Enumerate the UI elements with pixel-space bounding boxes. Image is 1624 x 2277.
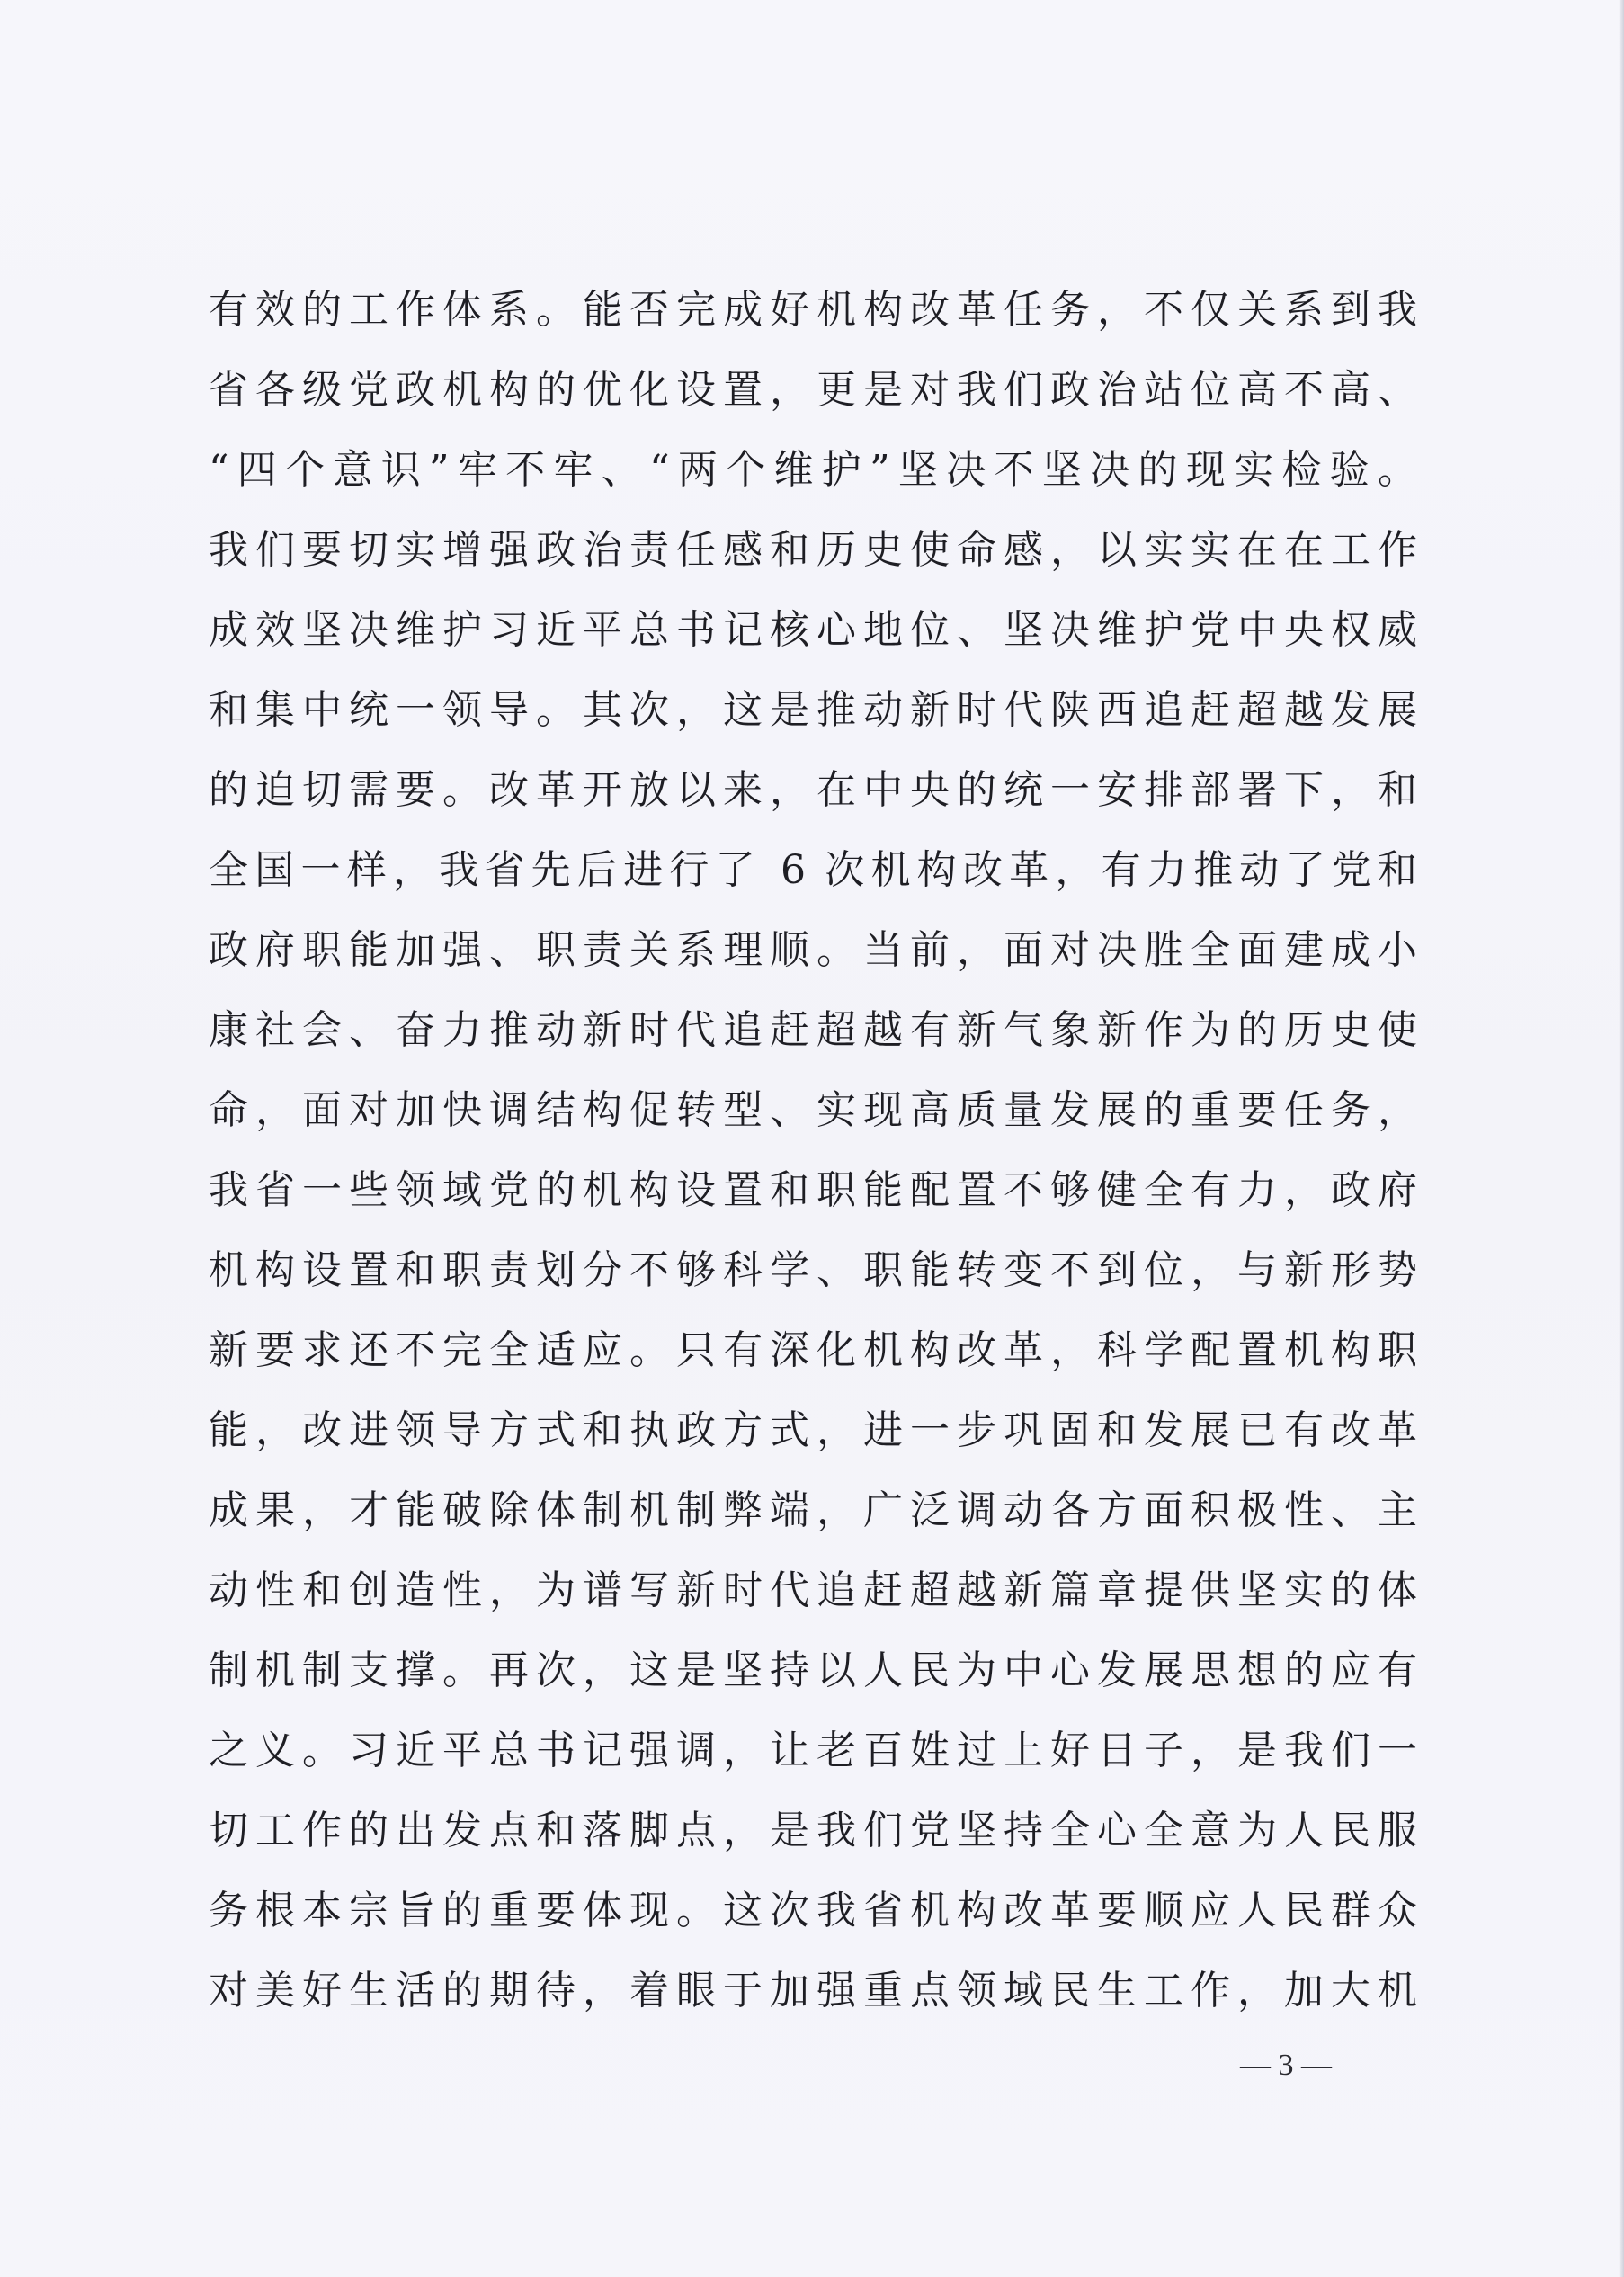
text-line: 康社会、奋力推动新时代追赶超越有新气象新作为的历史使 xyxy=(209,1007,1417,1053)
text-line: 有效的工作体系。能否完成好机构改革任务，不仅关系到我 xyxy=(209,287,1417,333)
text-line: 我们要切实增强政治责任感和历史使命感，以实实在在工作 xyxy=(209,527,1417,573)
text-line: 新要求还不完全适应。只有深化机构改革，科学配置机构职 xyxy=(209,1327,1417,1373)
text-line: 动性和创造性，为谱写新时代追赶超越新篇章提供坚实的体 xyxy=(209,1567,1417,1613)
page-number: — 3 — xyxy=(1240,2049,1332,2082)
text-line: 的迫切需要。改革开放以来，在中央的统一安排部署下，和 xyxy=(209,767,1417,813)
text-line: 政府职能加强、职责关系理顺。当前，面对决胜全面建成小 xyxy=(209,927,1417,973)
text-line: 制机制支撑。再次，这是坚持以人民为中心发展思想的应有 xyxy=(209,1647,1417,1693)
text-line: 成效坚决维护习近平总书记核心地位、坚决维护党中央权威 xyxy=(209,607,1417,653)
text-line: 省各级党政机构的优化设置，更是对我们政治站位高不高、 xyxy=(209,367,1417,413)
text-line: 全国一样，我省先后进行了 6 次机构改革，有力推动了党和 xyxy=(209,847,1417,893)
text-line: 务根本宗旨的重要体现。这次我省机构改革要顺应人民群众 xyxy=(209,1888,1417,1933)
text-line: 机构设置和职责划分不够科学、职能转变不到位，与新形势 xyxy=(209,1247,1417,1293)
page-edge-shadow xyxy=(1619,0,1624,2277)
text-line: 成果，才能破除体制机制弊端，广泛调动各方面积极性、主 xyxy=(209,1487,1417,1533)
text-line: 切工作的出发点和落脚点，是我们党坚持全心全意为人民服 xyxy=(209,1808,1417,1853)
text-line: 命，面对加快调结构促转型、实现高质量发展的重要任务， xyxy=(209,1087,1417,1133)
text-line: 和集中统一领导。其次，这是推动新时代陕西追赶超越发展 xyxy=(209,687,1417,733)
body-text xyxy=(209,270,1417,2031)
text-line: 之义。习近平总书记强调，让老百姓过上好日子，是我们一 xyxy=(209,1728,1417,1773)
text-line: 对美好生活的期待，着眼于加强重点领域民生工作，加大机 xyxy=(209,1968,1417,2014)
text-line: 能，改进领导方式和执政方式，进一步巩固和发展已有改革 xyxy=(209,1407,1417,1453)
text-line: 我省一些领域党的机构设置和职能配置不够健全有力，政府 xyxy=(209,1167,1417,1213)
text-line: “四个意识”牢不牢、“两个维护”坚决不坚决的现实检验。 xyxy=(209,447,1417,493)
